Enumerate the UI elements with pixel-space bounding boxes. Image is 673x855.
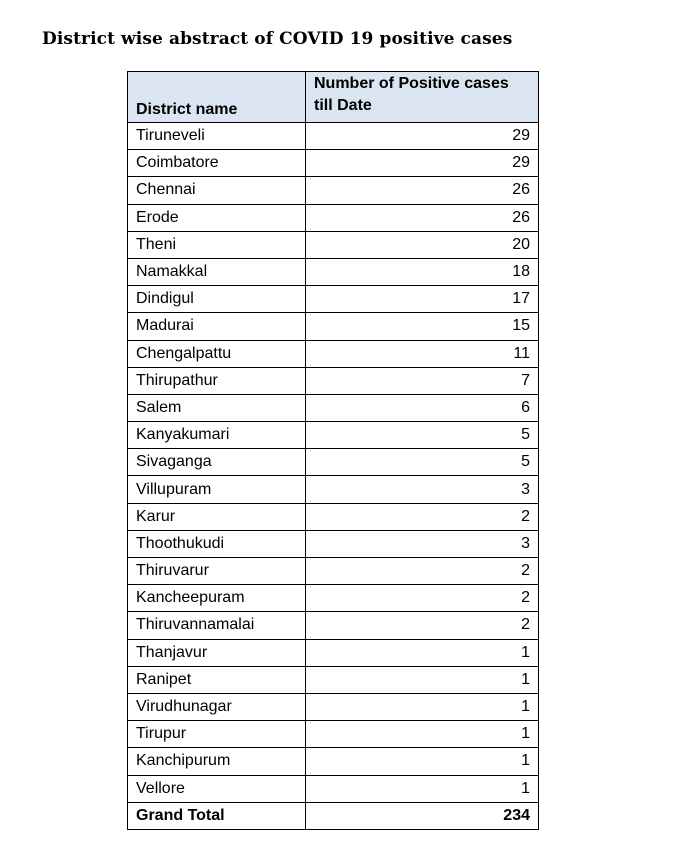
district-name-cell: Thiruvarur	[128, 558, 306, 585]
district-name-cell: Erode	[128, 204, 306, 231]
table-row	[128, 666, 539, 693]
table-row	[128, 123, 539, 150]
district-name-cell: Salem	[128, 394, 306, 421]
table-row	[128, 558, 539, 585]
positive-cases-cell: 3	[306, 530, 539, 557]
district-name-cell: Tiruneveli	[128, 123, 306, 150]
positive-cases-cell: 7	[306, 367, 539, 394]
header-positive-cases: Number of Positive cases till Date	[306, 72, 539, 123]
district-name-cell: Chennai	[128, 177, 306, 204]
table-row	[128, 585, 539, 612]
table-row	[128, 775, 539, 802]
district-name-cell: Vellore	[128, 775, 306, 802]
grand-total-row	[128, 802, 539, 829]
covid-cases-table	[127, 71, 539, 830]
district-name-cell: Thirupathur	[128, 367, 306, 394]
positive-cases-cell: 26	[306, 177, 539, 204]
positive-cases-cell: 1	[306, 721, 539, 748]
header-district-name: District name	[128, 72, 306, 123]
table-row	[128, 177, 539, 204]
table-row	[128, 204, 539, 231]
table-row	[128, 693, 539, 720]
district-name-cell: Villupuram	[128, 476, 306, 503]
page-title: District wise abstract of COVID 19 positive cases	[42, 29, 513, 49]
positive-cases-cell: 11	[306, 340, 539, 367]
table-header-row	[128, 72, 539, 123]
table-row	[128, 612, 539, 639]
table-row	[128, 286, 539, 313]
table-row	[128, 367, 539, 394]
positive-cases-cell: 1	[306, 693, 539, 720]
positive-cases-cell: 15	[306, 313, 539, 340]
positive-cases-cell: 18	[306, 258, 539, 285]
positive-cases-cell: 1	[306, 748, 539, 775]
positive-cases-cell: 1	[306, 639, 539, 666]
table-row	[128, 748, 539, 775]
table-row	[128, 639, 539, 666]
table-row	[128, 394, 539, 421]
table-row	[128, 231, 539, 258]
district-name-cell: Kancheepuram	[128, 585, 306, 612]
positive-cases-cell: 2	[306, 612, 539, 639]
district-name-cell: Thiruvannamalai	[128, 612, 306, 639]
positive-cases-cell: 1	[306, 775, 539, 802]
positive-cases-cell: 20	[306, 231, 539, 258]
positive-cases-cell: 1	[306, 666, 539, 693]
district-name-cell: Ranipet	[128, 666, 306, 693]
table-row	[128, 530, 539, 557]
positive-cases-cell: 5	[306, 422, 539, 449]
district-name-cell: Madurai	[128, 313, 306, 340]
positive-cases-cell: 2	[306, 558, 539, 585]
table-row	[128, 721, 539, 748]
district-name-cell: Thoothukudi	[128, 530, 306, 557]
district-name-cell: Namakkal	[128, 258, 306, 285]
district-name-cell: Theni	[128, 231, 306, 258]
positive-cases-cell: 6	[306, 394, 539, 421]
district-name-cell: Dindigul	[128, 286, 306, 313]
table-row	[128, 503, 539, 530]
table-row	[128, 150, 539, 177]
district-name-cell: Tirupur	[128, 721, 306, 748]
positive-cases-cell: 29	[306, 123, 539, 150]
district-name-cell: Chengalpattu	[128, 340, 306, 367]
district-name-cell: Coimbatore	[128, 150, 306, 177]
table-row	[128, 449, 539, 476]
district-name-cell: Kanchipurum	[128, 748, 306, 775]
table-row	[128, 313, 539, 340]
grand-total-label: Grand Total	[128, 802, 306, 829]
positive-cases-cell: 17	[306, 286, 539, 313]
district-name-cell: Karur	[128, 503, 306, 530]
table-body	[128, 123, 539, 830]
positive-cases-cell: 3	[306, 476, 539, 503]
positive-cases-cell: 5	[306, 449, 539, 476]
district-name-cell: Virudhunagar	[128, 693, 306, 720]
positive-cases-cell: 2	[306, 585, 539, 612]
grand-total-value: 234	[306, 802, 539, 829]
district-name-cell: Sivaganga	[128, 449, 306, 476]
table-row	[128, 476, 539, 503]
positive-cases-cell: 26	[306, 204, 539, 231]
table-row	[128, 340, 539, 367]
district-name-cell: Thanjavur	[128, 639, 306, 666]
table-row	[128, 258, 539, 285]
table-row	[128, 422, 539, 449]
district-name-cell: Kanyakumari	[128, 422, 306, 449]
positive-cases-cell: 29	[306, 150, 539, 177]
positive-cases-cell: 2	[306, 503, 539, 530]
